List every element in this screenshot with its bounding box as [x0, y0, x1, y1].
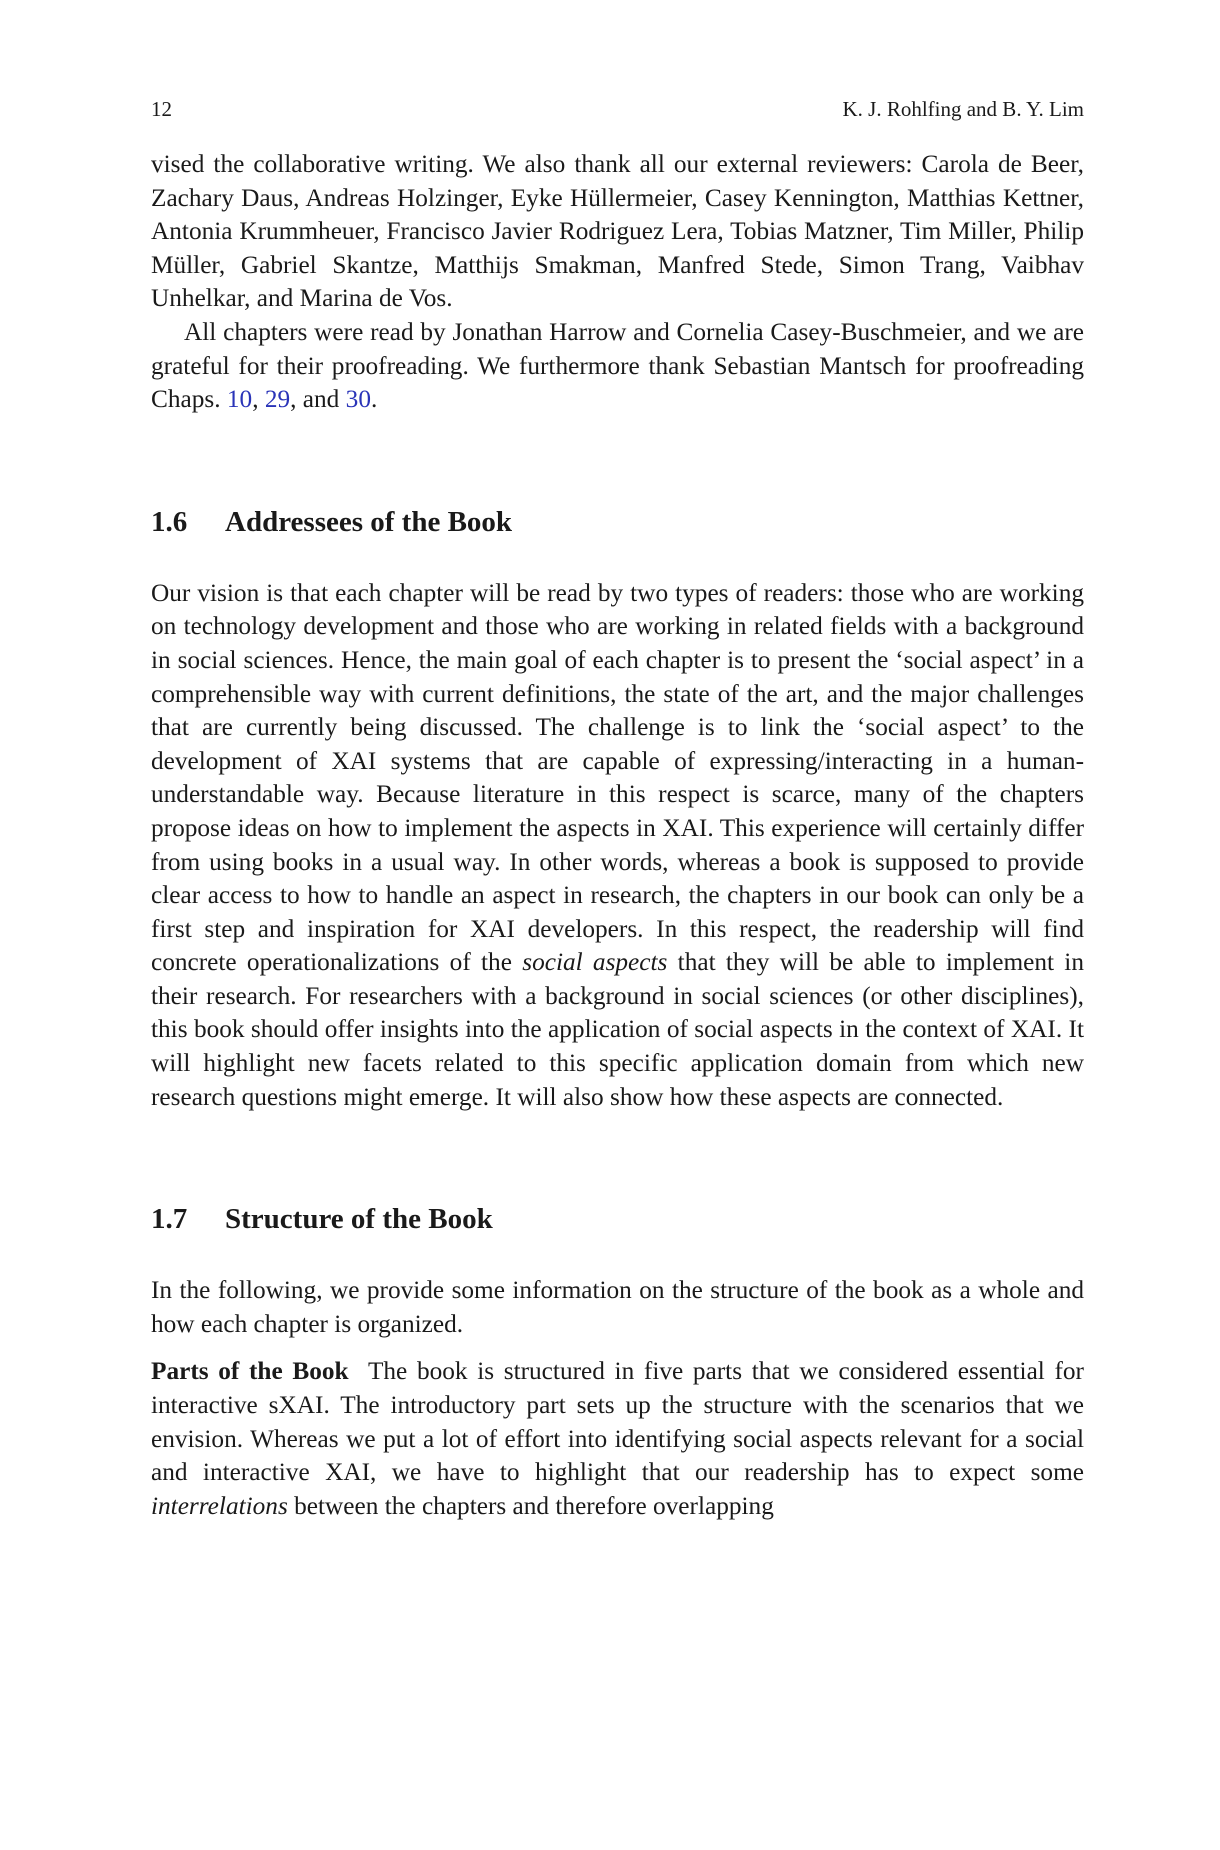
- parts-text-after: between the chapters and therefore overlapping: [294, 1491, 774, 1520]
- section-1-7-heading: [151, 1201, 1084, 1237]
- acknowledgements-paragraph-1: vised the collaborative writing. We also thank all our external reviewers: Carola de Beer, Zachary Daus, Andreas Holzinger, Eyke Hüllermeier, Casey Kennington, Matthias Kettner, Antonia Krummheuer, Francisco Javier Rodriguez Lera, Tobias Matzner, Tim Miller, Philip Müller, Gabriel Skantze, Matthijs Smakman, Manfred Stede, Simon Trang, Vaibhav Unhelkar, and Marina de Vos.: [151, 150, 1084, 313]
- section-1-6-text-after: that they will be able to implement in their research. For researchers with a background in social sciences (or other disciplines), this book should offer insights into the application of social aspects in the context of XAI. It will highlight new facets related to this specific application domain from which new research questions might emerge. It will also show how these aspects are connected.: [151, 948, 1084, 1111]
- parts-of-the-book-heading: Parts of the Book: [151, 1357, 349, 1386]
- acknowledgements-paragraph-2: [151, 316, 1084, 417]
- sentence-end: .: [370, 385, 378, 414]
- acknowledgements-paragraph-2-text: All chapters were read by Jonathan Harrow and Cornelia Casey-Buschmeier, and we are grateful for their proofreading. We furthermore thank Sebastian Mantsch for proofreading Chaps.: [151, 317, 1084, 414]
- section-1-7-title: Structure of the Book: [225, 1203, 493, 1236]
- page-number: 12: [151, 97, 172, 121]
- parts-text-before: The book is structured in five parts that we considered essential for interactive sXAI. The introductory part sets up the structure with the scenarios that we envision. Whereas we put a lot of effort into identifying social aspects relevant for a social and interactive XAI, we have to highlight that our readership has to expect some: [151, 1357, 1084, 1487]
- running-head: [151, 96, 1084, 122]
- section-1-6-paragraph: [151, 577, 1084, 1115]
- separator-1: ,: [252, 385, 259, 414]
- section-1-6-text-before: Our vision is that each chapter will be read by two types of readers: those who are working on technology development and those who are working in related fields with a background in social sciences. Hence, the main goal of each chapter is to present the ‘social aspect’ in a comprehensible way with current definitions, the state of the art, and the major challenges that are currently being discussed. The challenge is to link the ‘social aspect’ to the development of XAI systems that are capable of expressing/interacting in a human-understandable way. Because literature in this respect is scarce, many of the chapters propose ideas on how to implement the aspects in XAI. This experience will certainly differ from using books in a usual way. In other words, whereas a book is supposed to provide clear access to how to handle an aspect in research, the chapters in our book can only be a first step and inspiration for XAI developers. In this respect, the readership will find concrete operationalizations of the: [151, 578, 1084, 977]
- chapter-10-link[interactable]: 10: [226, 385, 253, 414]
- section-1-6-heading: [151, 504, 1084, 540]
- section-1-6-number: 1.6: [151, 505, 188, 538]
- page: [151, 96, 1084, 1523]
- section-1-7-number: 1.7: [151, 1203, 188, 1236]
- section-1-6-title: Addressees of the Book: [225, 505, 513, 538]
- parts-of-the-book-paragraph: [151, 1355, 1084, 1523]
- parts-emphasis: interrelations: [151, 1491, 288, 1520]
- section-1-7-intro: In the following, we provide some information on the structure of the book as a whole and how each chapter is organized.: [151, 1276, 1084, 1338]
- chapter-29-link[interactable]: 29: [264, 385, 291, 414]
- chapter-30-link[interactable]: 30: [345, 385, 371, 414]
- section-1-6-emphasis: social aspects: [522, 948, 668, 977]
- running-head-authors: K. J. Rohlfing and B. Y. Lim: [842, 97, 1084, 121]
- separator-2: , and: [290, 385, 340, 414]
